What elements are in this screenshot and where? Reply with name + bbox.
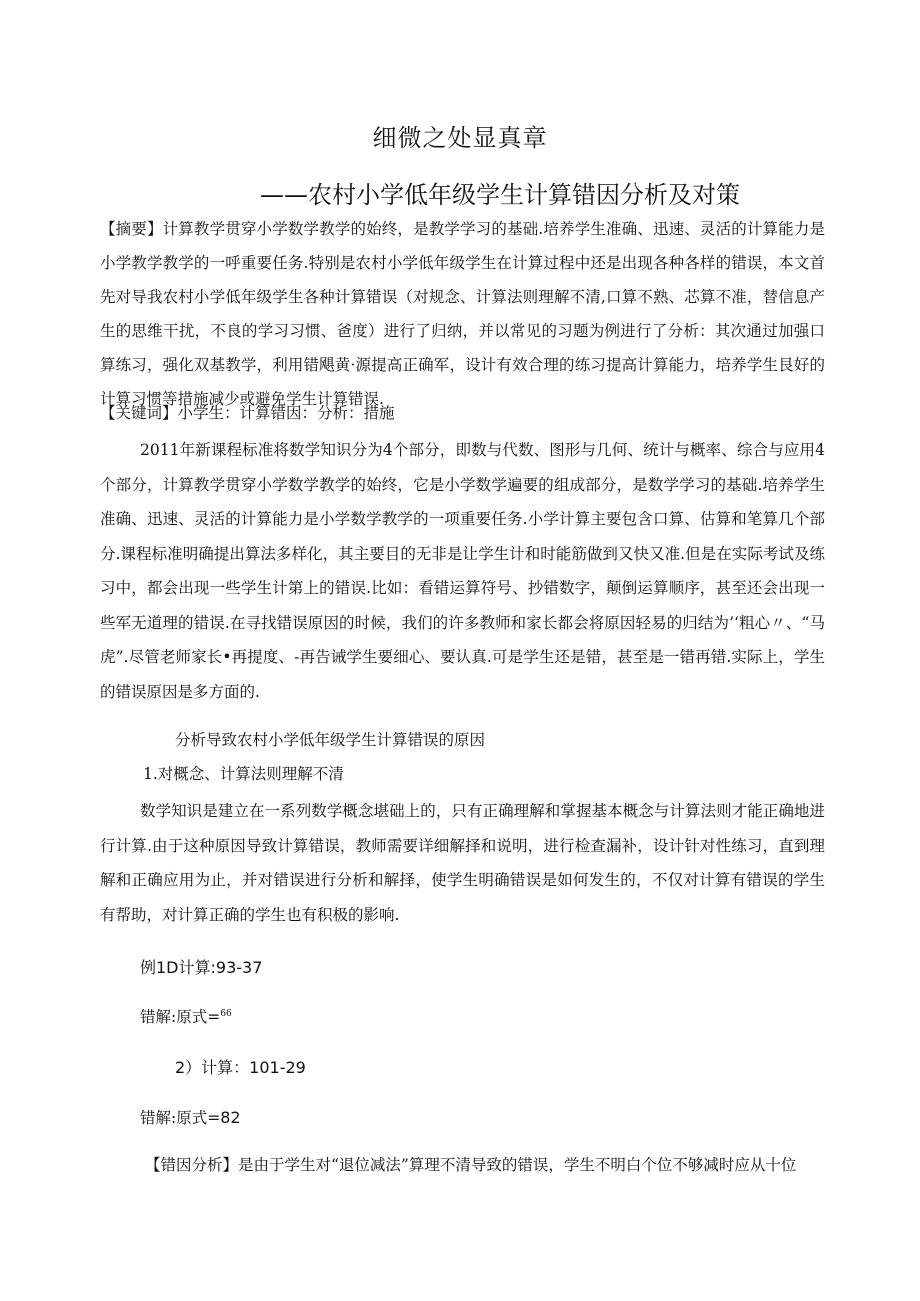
document-subtitle: ——农村小学低年级学生计算错因分析及对策 [260, 181, 740, 209]
section-heading: 分析导致农村小学低年级学生计算错误的原因 [175, 731, 486, 749]
intro-paragraph: 2011年新课程标准将数学知识分为4个部分，即数与代数、图形与几何、统计与概率、综合与应用4个部分，计算教学贯穿小学数学教学的始终，它是小学数学遍要的组成部分，是数学学习的基础.培养学生准确、迅速、灵活的计算能力是小学数学教学的一项重要任务.小学计算主要包含口算、估算和笔算几个部分.课程标准明确提出算法多样化，其主要目的无非是让学生计和时能筋做到又快又准.但是在实际考试及练习中，都会出现一些学生计第上的错误.比如：看错运算符号、抄错数字，颠倒运算顺序，甚至还会出现一些军无道理的错误.在寻找错误原因的时候，我们的许多教师和家长都会将原因轻易的归结为’‘粗心〃、“马虎”.尽管老师家长•再提度、-再告诫学生要细心、要认真.可是学生还是错，甚至是一错再错.实际上，学生的错误原因是多方面的. [100, 441, 825, 701]
wrong-answer-2 [140, 1108, 241, 1128]
wrong-answer-2-label: 错解:原式= [140, 1109, 221, 1127]
error-analysis-line: 【错因分析】是由于学生对“退位减法”算理不清导致的错误，学生不明白个位不够减时应从十位 [145, 1156, 797, 1174]
example-1: 例1D计算:93-37 [140, 958, 263, 977]
wrong-answer-2-value: 82 [220, 1108, 241, 1127]
keywords-line: 【关键词】小学生：计算错因：分析：措施 [100, 404, 395, 422]
section-paragraph: 数学知识是建立在一系列数学概念堪础上的，只有正确理解和掌握基本概念与计算法则才能正确地进行计算.由于这种原因导致计算错误，教师需要详细解择和说明，进行检查漏补，设计针对性练习，直到理解和正确应用为止，并对错误进行分析和解择，使学生明确错误是如何发生的，不仅对计算有错误的学生有帮助，对计算正确的学生也有积极的影响. [100, 802, 825, 924]
wrong-answer-1-label: 错解:原式= [140, 1008, 221, 1027]
wrong-answer-1-value: 66 [220, 1009, 232, 1019]
document-title: 细微之处显真章 [372, 124, 548, 152]
abstract-paragraph: 【摘要】计算教学贯穿小学数学教学的始终，是教学学习的基础.培养学生准确、迅速、灵活的计算能力是小学教学教学的一呼重要任务.特别是农村小学低年级学生在计算过程中还是出现各种各样的错误，本文首先对导我农村小学低年级学生各种计算错误（对规念、计算法则理解不清,口算不熟、芯算不准，替信息产生的思维干扰，不良的学习习惯、爸度）进行了归纳，并以常见的习题为例进行了分析：其次通过加强口算练习，强化双基教学，利用错飓黄·源提高正确军，设计有效合理的练习提高计算能力，培养学生艮好的计算习惯等措施减少或避免学生计算错误. [100, 220, 825, 408]
subsection-heading: 1.对概念、计算法则理解不清 [143, 765, 344, 783]
example-2: 2）计算：101-29 [175, 1058, 306, 1077]
wrong-answer-1 [140, 1004, 232, 1027]
